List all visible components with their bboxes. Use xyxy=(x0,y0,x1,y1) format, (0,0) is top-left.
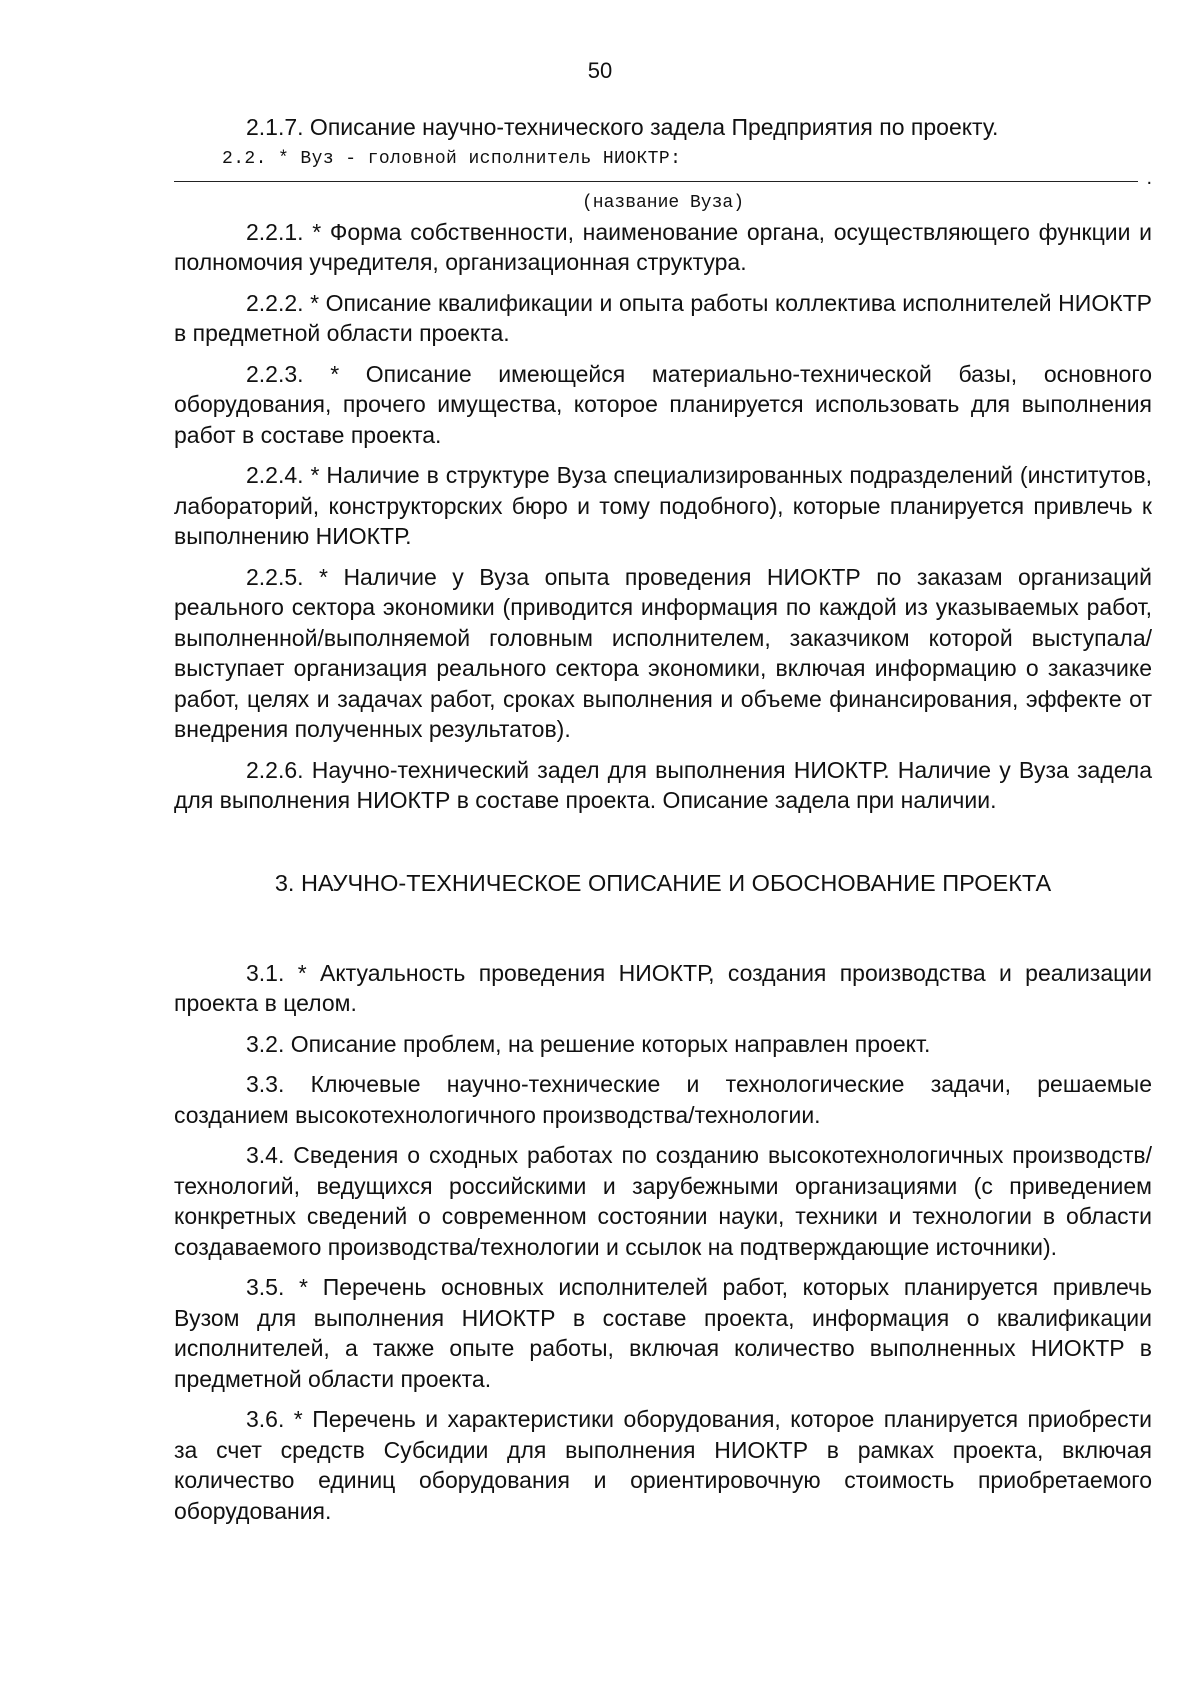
vuz-name-blank xyxy=(174,166,1152,193)
blank-line xyxy=(174,181,1138,182)
item-3-1: 3.1. * Актуальность проведения НИОКТР, создания производства и реализации проекта в целом. xyxy=(174,959,1152,1016)
item-3-3: 3.3. Ключевые научно-технические и технологические задачи, решаемые созданием высокотехнологичного производства/технологии. xyxy=(174,1071,1152,1128)
page-number: 50 xyxy=(587,58,613,83)
item-2-2-1: 2.2.1. * Форма собственности, наименование органа, осуществляющего функции и полномочия учредителя, организационная структура. xyxy=(174,218,1152,275)
item-2-2-5: 2.2.5. * Наличие у Вуза опыта проведения НИОКТР по заказам организаций реального сектора экономики (приводится информация по каждой из указываемых работ, выполненной/выполняемой головным исполнителем, заказчиком которой выступала/выступает организация реального сектора экономики, включая информацию о заказчике работ, целях и задачах работ, сроках выполнения и объеме финансирования, эффекте от внедрения полученных результатов). xyxy=(174,563,1152,742)
vuz-heading: 2.2. * Вуз - головной исполнитель НИОКТР: xyxy=(222,148,682,169)
item-2-2-3: 2.2.3. * Описание имеющейся материально-технической базы, основного оборудования, прочего имущества, которое планируется использовать для выполнения работ в составе проекта. xyxy=(174,360,1152,448)
item-2-2-2: 2.2.2. * Описание квалификации и опыта работы коллектива исполнителей НИОКТР в предметной области проекта. xyxy=(174,289,1152,346)
item-2-2-4: 2.2.4. * Наличие в структуре Вуза специализированных подразделений (институтов, лабораторий, конструкторских бюро и тому подобного), которые планируется привлечь к выполнению НИОКТР. xyxy=(174,462,1152,549)
item-2-2-6: 2.2.6. Научно-технический задел для выполнения НИОКТР. Наличие у Вуза задела для выполнения НИОКТР в составе проекта. Описание задела при наличии. xyxy=(174,756,1152,813)
item-3-2: 3.2. Описание проблем, на решение которых направлен проект. xyxy=(246,1030,931,1057)
blank-caption: (название Вуза) xyxy=(581,192,745,213)
page-content xyxy=(174,112,1152,1536)
item-3-4: 3.4. Сведения о сходных работах по созданию высокотехнологичных производств/технологий, ведущихся российскими и зарубежными организациями (с приведением конкретных сведений о современном состоянии науки, техники и технологии в области создаваемого производства/технологии и ссылок на подтверждающие источники). xyxy=(174,1142,1152,1260)
item-3-6: 3.6. * Перечень и характеристики оборудования, которое планируется приобрести за счет средств Субсидии для выполнения НИОКТР в рамках проекта, включая количество единиц оборудования и ориентировочную стоимость приобретаемого оборудования. xyxy=(174,1406,1152,1524)
section-3-title: 3. НАУЧНО-ТЕХНИЧЕСКОЕ ОПИСАНИЕ И ОБОСНОВАНИЕ ПРОЕКТА xyxy=(274,869,1052,896)
blank-end-period: . xyxy=(1146,166,1152,189)
item-3-5: 3.5. * Перечень основных исполнителей работ, которых планируется привлечь Вузом для выполнения НИОКТР в составе проекта, информация о квалификации исполнителей, а также опыте работы, включая количество выполненных НИОКТР в предметной области проекта. xyxy=(174,1274,1152,1392)
item-2-1-7: 2.1.7. Описание научно-технического задела Предприятия по проекту. xyxy=(246,114,999,140)
